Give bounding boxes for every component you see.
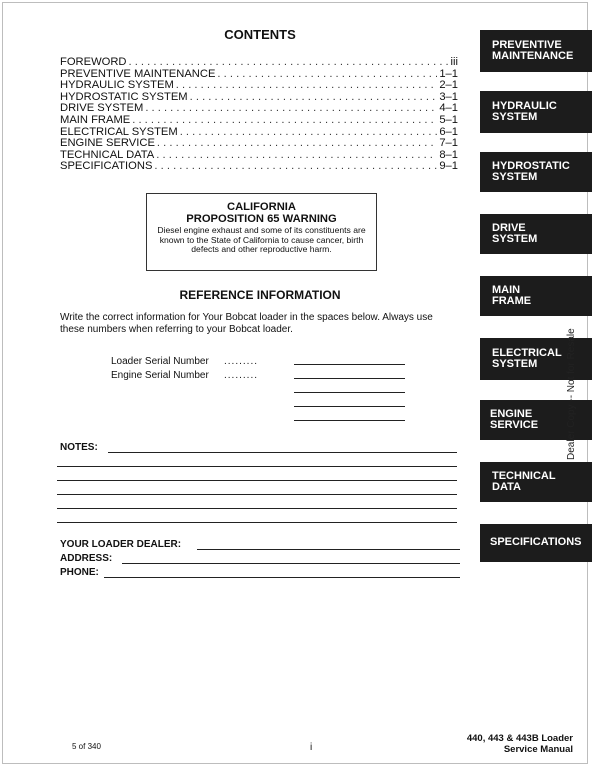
footer-manual-title [430,734,573,755]
tab-label-line1: SPECIFICATIONS [490,536,582,549]
tab-label-line1: MAIN [492,283,521,296]
tab-hydrostatic-system[interactable] [480,152,592,192]
toc-entry-page: 5–1 [439,113,458,126]
toc-entry[interactable] [60,115,458,127]
tab-label-line1: ENGINE [490,407,533,420]
toc-leader-dots [145,103,437,115]
dealer-copy-watermark [566,305,584,460]
toc-entry-page: 2–1 [439,79,458,92]
tab-label-line1: DRIVE [492,221,526,234]
loader-serial-field[interactable] [294,364,405,365]
toc-entry-page: 6–1 [439,125,458,138]
toc-entry-label: DRIVE SYSTEM [60,102,144,115]
toc-entry-label: ELECTRICAL SYSTEM [60,125,178,138]
warning-title-line1: CALIFORNIA [227,201,296,213]
dealer-field[interactable] [197,549,460,550]
tab-label-line2: SYSTEM [492,111,538,123]
toc-entry[interactable] [60,161,458,173]
warning-body: Diesel engine exhaust and some of its constituents are known to the State of California to cause cancer, birth defects and other reproductive harm. [157,225,366,254]
toc-entry-label: HYDRAULIC SYSTEM [60,79,174,92]
serial-extra-field[interactable] [294,406,405,407]
toc-entry-page: 3–1 [439,90,458,103]
prop65-warning-box [146,193,377,271]
tab-label-line1: TECHNICAL [492,469,556,482]
engine-serial-field[interactable] [294,378,405,379]
toc-entry-label: SPECIFICATIONS [60,160,153,173]
toc-entry[interactable] [60,57,458,69]
toc-leader-dots [190,92,438,104]
notes-line[interactable] [57,494,457,495]
toc-leader-dots [157,138,437,150]
warning-title [147,202,376,225]
toc-entry-page: 8–1 [439,148,458,161]
engine-serial-label: Engine Serial Number [111,370,209,381]
address-label: ADDRESS: [60,553,113,564]
serial-extra-field[interactable] [294,420,405,421]
tab-label-line2: FRAME [492,295,532,307]
toc-entry-page: 1–1 [439,67,458,80]
phone-label: PHONE: [60,567,99,578]
footer-manual-line1: 440, 443 & 443B Loader [466,733,573,744]
loader-serial-dots: ......... [224,356,259,367]
reference-title: REFERENCE INFORMATION [179,288,341,302]
toc-entry-page: iii [450,56,458,68]
tab-hydraulic-system[interactable] [480,91,592,133]
tab-label-line2: SERVICE [490,419,539,431]
tab-specifications[interactable] [480,524,592,562]
toc-leader-dots [156,150,437,162]
table-of-contents [60,57,458,173]
toc-leader-dots [217,69,437,81]
toc-leader-dots [176,80,438,92]
dealer-copy-text: Dealer Copy -- Not for Resale [566,328,577,460]
warning-title-line2: PROPOSITION 65 WARNING [186,212,337,225]
serial-extra-field[interactable] [294,392,405,393]
toc-leader-dots [180,127,438,139]
toc-entry-label: TECHNICAL DATA [60,148,155,161]
tab-preventive-maintenance[interactable] [480,30,592,72]
notes-line[interactable] [57,480,457,481]
toc-leader-dots [129,57,449,69]
dealer-label: YOUR LOADER DEALER: [60,539,182,550]
tab-label-line2: SYSTEM [492,233,538,245]
toc-entry-page: 9–1 [439,160,458,173]
tab-label-line2: SYSTEM [492,358,538,370]
tab-label-line1: HYDRAULIC [492,99,557,112]
reference-instructions: Write the correct information for Your Bobcat loader in the spaces below. Always use these numbers when referring to your Bobcat loader. [60,312,433,335]
notes-label: NOTES: [60,442,98,453]
notes-line[interactable] [57,522,457,523]
tab-label-line2: DATA [492,481,521,493]
loader-serial-label: Loader Serial Number [111,356,209,367]
tab-label-line2: MAINTENANCE [492,50,574,62]
notes-line[interactable] [108,452,457,453]
tab-label-line1: PREVENTIVE [492,38,562,51]
tab-label-line1: HYDROSTATIC [492,159,570,172]
toc-entry-label: FOREWORD [60,56,127,68]
contents-title: CONTENTS [224,27,296,42]
footer-manual-line2: Service Manual [503,743,573,755]
tab-technical-data[interactable] [480,462,592,502]
toc-entry-label: ENGINE SERVICE [60,137,155,150]
toc-entry-label: HYDROSTATIC SYSTEM [60,90,188,103]
toc-entry-label: PREVENTIVE MAINTENANCE [60,67,216,80]
toc-leader-dots [132,115,437,127]
tab-label-line1: ELECTRICAL [492,346,562,359]
tab-drive-system[interactable] [480,214,592,254]
address-field[interactable] [122,563,460,564]
tab-label-line2: SYSTEM [492,171,538,183]
notes-line[interactable] [57,466,457,467]
footer-roman-page: i [310,742,313,753]
notes-line[interactable] [57,508,457,509]
phone-field[interactable] [104,577,460,578]
toc-entry-page: 7–1 [439,137,458,150]
toc-leader-dots [154,161,437,173]
engine-serial-dots: ......... [224,370,259,381]
toc-entry[interactable] [60,138,458,150]
footer-page-count: 5 of 340 [72,742,101,751]
toc-entry-page: 4–1 [439,102,458,115]
toc-entry-label: MAIN FRAME [60,113,131,126]
